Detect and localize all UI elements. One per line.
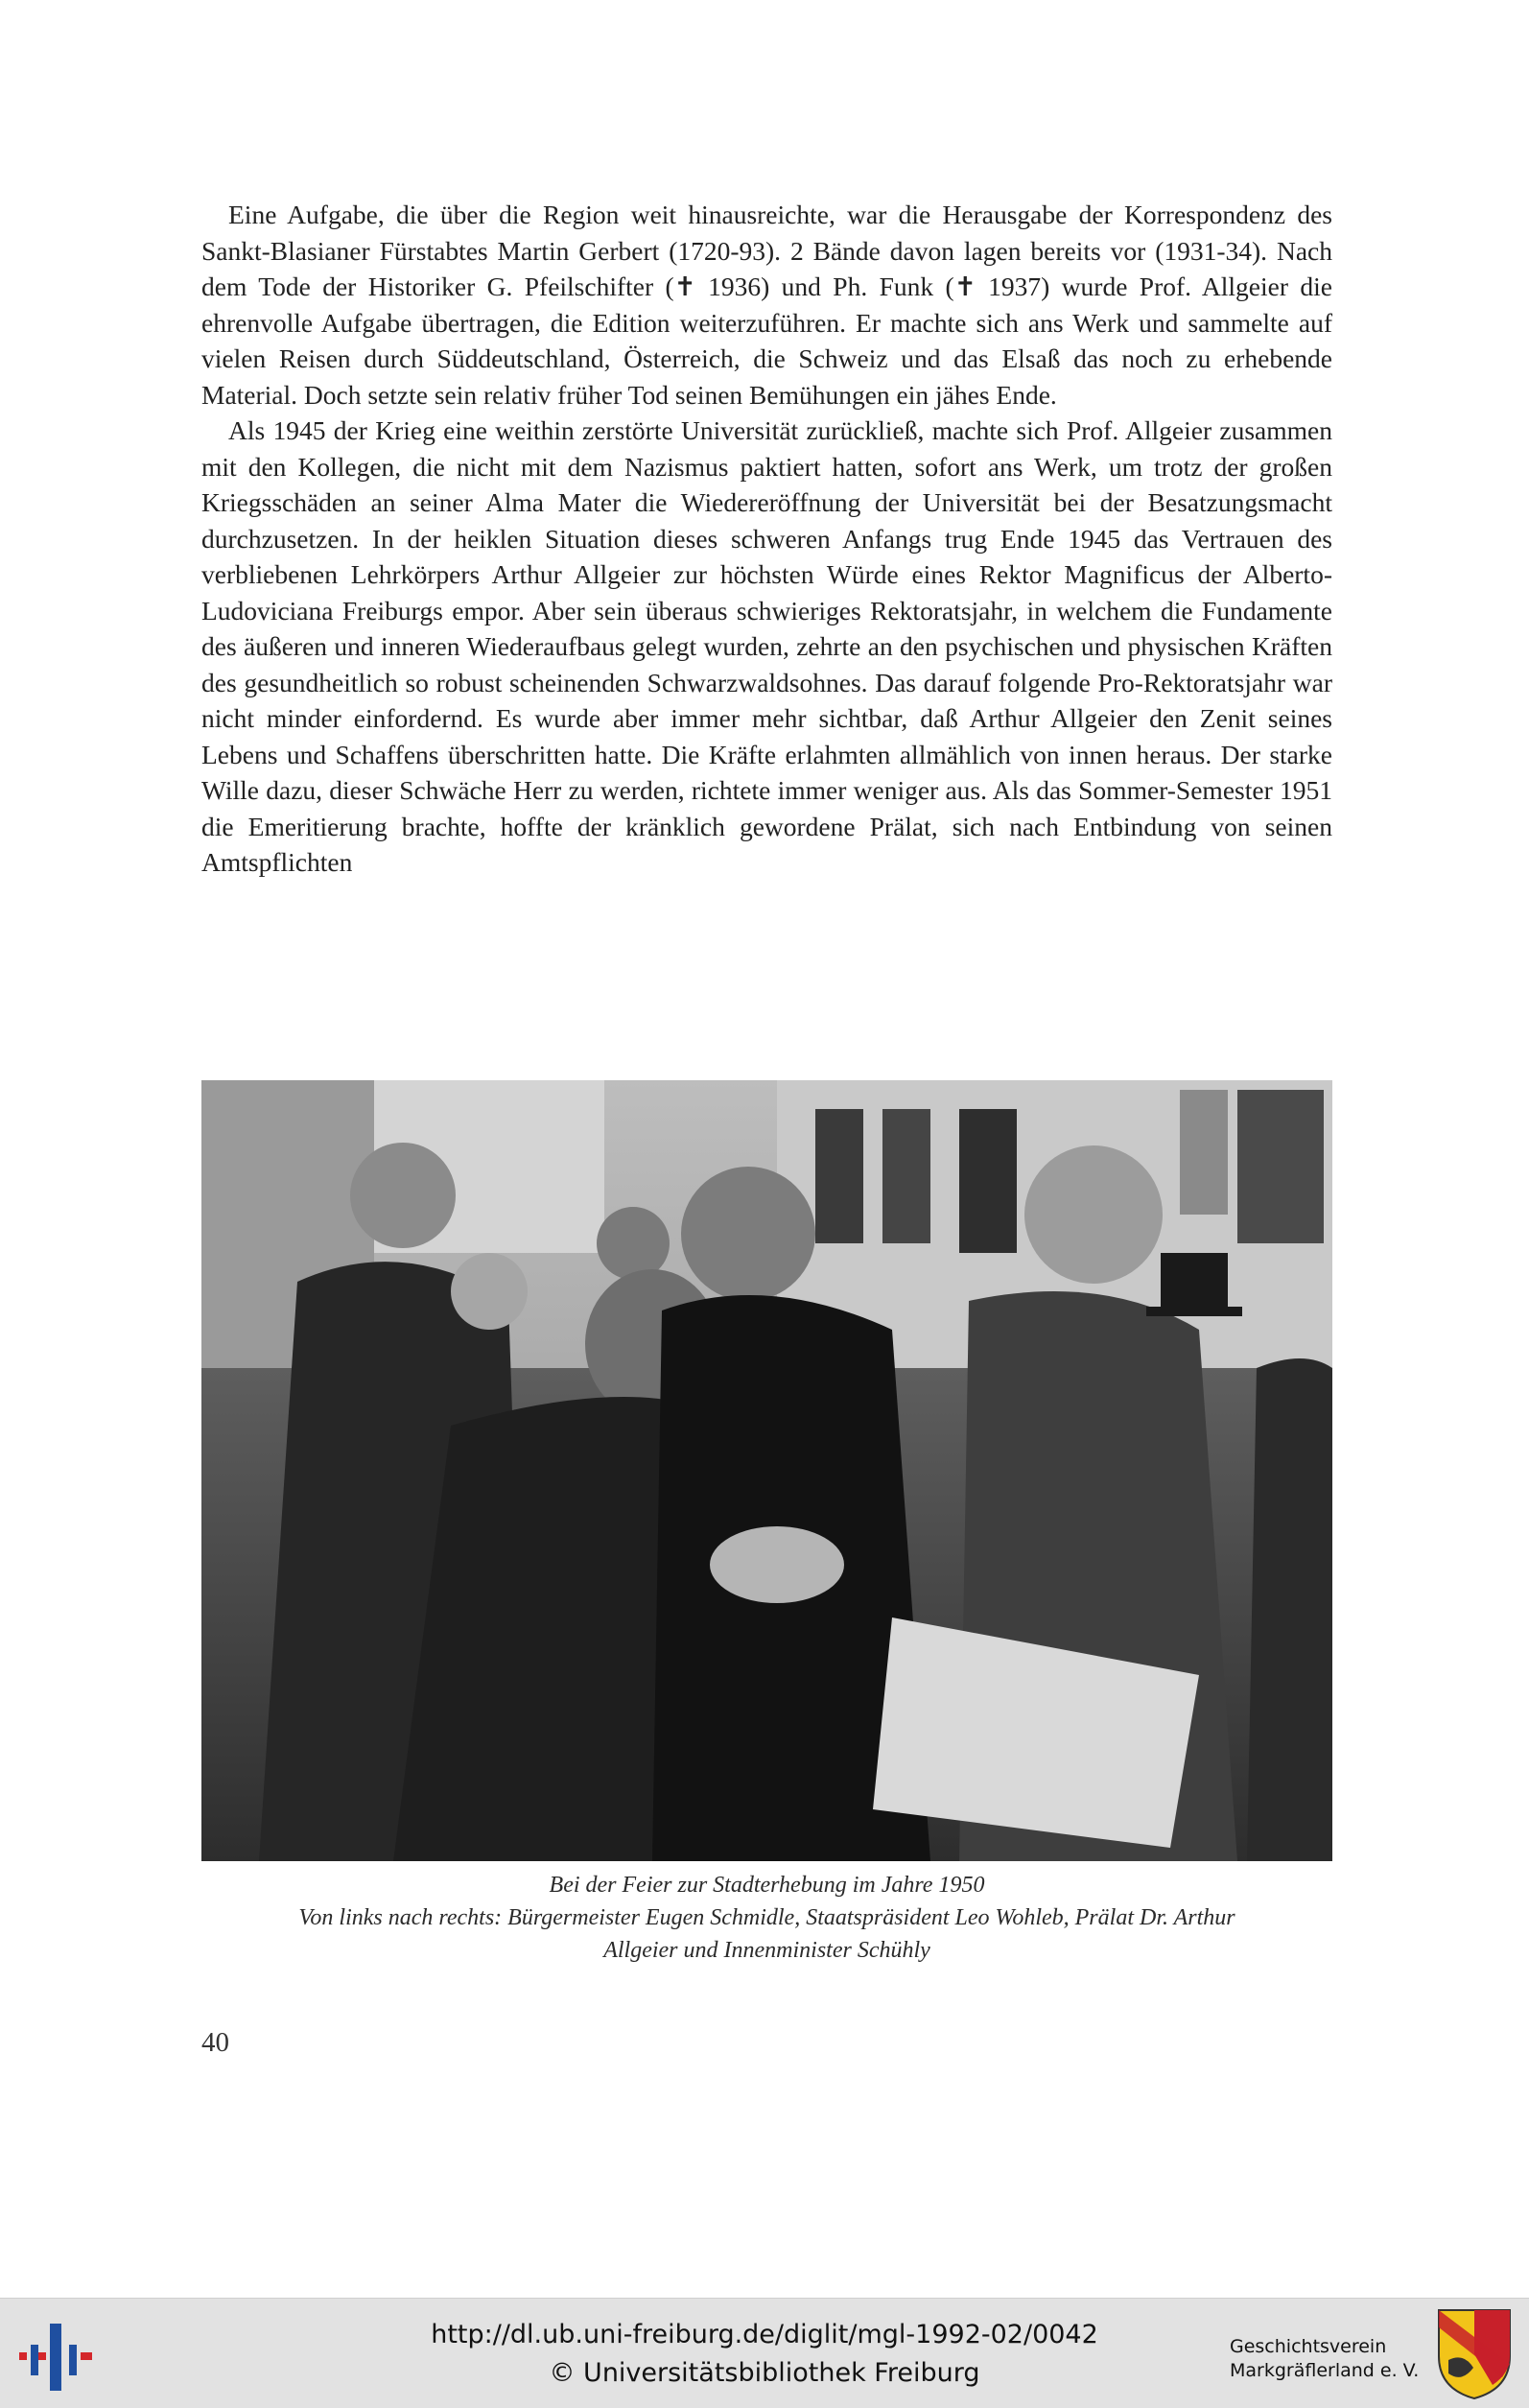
copyright-text: © Universitätsbibliothek Freiburg: [549, 2358, 980, 2388]
body-text: [201, 197, 1332, 881]
society-name: [1230, 2335, 1431, 2383]
body-paragraph: Als 1945 der Krieg eine weithin zerstörte Universität zurückließ, machte sich Prof. Allgeier zusammen mit den Kollegen, die nicht mit dem Nazismus paktiert hatten, sofort ans Werk, um trotz der großen Kriegsschäden an seiner Alma Mater die Wiedereröffnung der Universität bei der Besatzungsmacht durchzusetzen. In der heiklen Situation dieses schweren Anfangs trug Ende 1945 das Vertrauen des verbliebenen Lehrkörpers Arthur Allgeier zur höchsten Würde eines Rektor Magnificus der Alberto-Ludoviciana Freiburgs empor. Aber sein überaus schwieriges Rektoratsjahr, in welchem die Fundamente des äußeren und inneren Wiederaufbaus gelegt wurden, zehrte an den psychischen und physischen Kräften des gesundheitlich so robust scheinenden Schwarzwaldsohnes. Das darauf folgende Pro-Rektoratsjahr war nicht minder einfordernd. Es wurde aber immer mehr sichtbar, daß Arthur Allgeier den Zenit seines Lebens und Schaffens überschritten hatte. Die Kräfte erlahmten allmählich von innen heraus. Der starke Wille dazu, dieser Schwäche Herr zu werden, richtete immer weniger aus. Als das Sommer-Semester 1951 die Emeritierung brachte, hoffte der kränklich gewordene Prälat, sich nach Entbindung von seinen Amtspflichten: [201, 415, 1332, 877]
page-number: 40: [201, 2027, 229, 2058]
society-line: Geschichtsverein: [1230, 2336, 1387, 2357]
society-line: Markgräflerland e. V.: [1230, 2360, 1420, 2381]
body-paragraph: Eine Aufgabe, die über die Region weit hinausreichte, war die Herausgabe der Korrespondenz des Sankt-Blasianer Fürstabtes Martin Gerbert (1720-93). 2 Bände davon lagen bereits vor (1931-34). Nach dem Tode der Historiker G. Pfeilschifter (✝ 1936) und Ph. Funk (✝ 1937) wurde Prof. Allgeier die ehrenvolle Aufgabe übertragen, die Edition weiterzuführen. Er machte sich ans Werk und sammelte auf vielen Reisen durch Süddeutschland, Österreich, die Schweiz und das Elsaß das noch zu erhebende Material. Doch setzte sein relativ früher Tod seinen Bemühungen ein jähes Ende.: [201, 200, 1332, 410]
document-url-link[interactable]: http://dl.ub.uni-freiburg.de/diglit/mgl-1992-02/0042: [431, 2320, 1098, 2349]
caption-line: Von links nach rechts: Bürgermeister Eugen Schmidle, Staatspräsident Leo Wohleb, Prälat Dr. Arthur: [298, 1905, 1235, 1930]
photograph-image: [201, 1080, 1332, 1861]
caption-line: Allgeier und Innenminister Schühly: [603, 1938, 930, 1963]
coat-of-arms-icon[interactable]: [1435, 2306, 1514, 2400]
viewer-footer: [0, 2298, 1529, 2408]
historical-photograph: [201, 1080, 1332, 1861]
photo-caption: [201, 1869, 1332, 1967]
caption-line: Bei der Feier zur Stadterhebung im Jahre 1950: [549, 1873, 985, 1898]
